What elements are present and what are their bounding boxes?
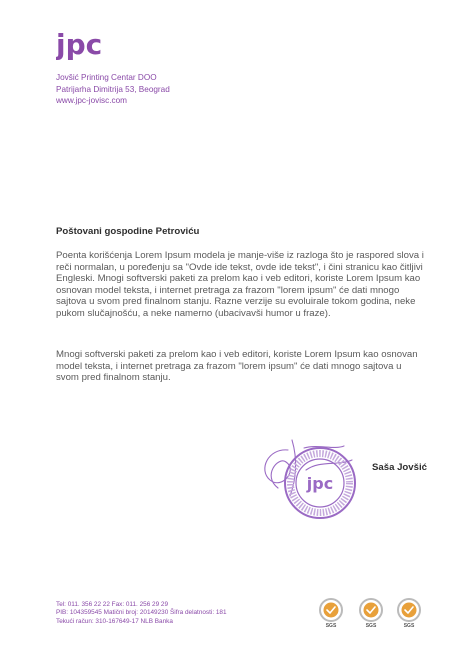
street-address: Patrijarha Dimitrija 53, Beograd [56, 84, 170, 94]
certification-seal-icon [394, 597, 424, 623]
company-stamp [282, 445, 358, 521]
svg-text:jpc: jpc [56, 30, 103, 61]
sgs-badge [394, 597, 424, 631]
sender-address [56, 72, 170, 107]
certification-seal-icon [316, 597, 346, 623]
badge-label: SGS [325, 623, 337, 629]
company-name: Jovšić Printing Centar DOO [56, 73, 157, 82]
svg-text:jpc: jpc [306, 474, 334, 493]
badge-label: SGS [365, 623, 377, 629]
footer-phone-fax: Tel: 011. 356 22 22 Fax: 011. 256 29 29 [56, 601, 169, 608]
footer-bank-account: Tekući račun: 310-167649-17 NLB Banka [56, 617, 173, 625]
footer-contact [56, 601, 227, 626]
greeting: Poštovani gospodine Petroviću [56, 226, 200, 237]
body-paragraph-2: Mnogi softverski paketi za prelom kao i veb editori, koriste Lorem Ipsum kao osnovan model teksta, i internet pretraga za frazom "lorem ipsum" će dati mnogo sajtova u svom pred finalnom stanju. [56, 349, 418, 384]
badge-label: SGS [403, 623, 415, 629]
certification-seal-icon [356, 597, 386, 623]
sgs-badge [316, 597, 346, 631]
certification-badges [316, 597, 426, 631]
footer-tax-ids: PIB: 104359545 Matični broj: 20149230 Šifra delatnosti: 181 [56, 609, 227, 617]
signer-name: Saša Jovšić [372, 462, 427, 473]
website-link[interactable]: www.jpc-jovisc.com [56, 96, 127, 105]
jpc-logo [56, 30, 128, 66]
sgs-badge [356, 597, 386, 631]
body-paragraph-1: Poenta korišćenja Lorem Ipsum modela je manje-više iz razloga što je raspored slova i reči normalan, u poređenju sa "Ovde ide tekst, ovde ide tekst", i čini stranicu kao čitljivi Engleski. Mnogi softverski paketi za prelom kao i veb editori, koriste Lorem Ipsum kao osnovan model teksta, i internet pretraga za frazom "lorem ipsum" će dati mnogo sajtova u svom pred finalnom stanju. Razne verzije su evoluirale tokom godina, neke pukom slučajnošću, a neke namerno (ubacivavši humor u fraze). [56, 250, 424, 319]
